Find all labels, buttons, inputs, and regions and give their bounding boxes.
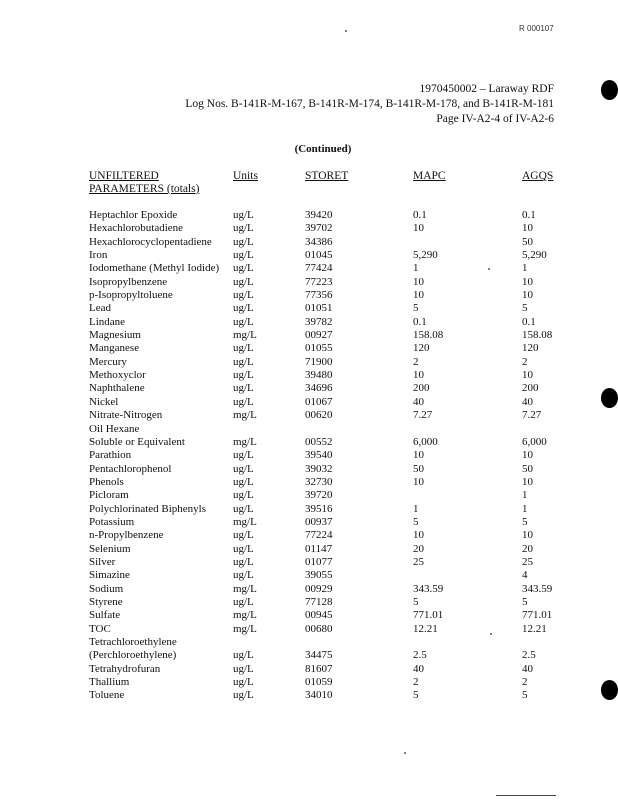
table-row bbox=[0, 463, 618, 476]
cell-param: Soluble or Equivalent bbox=[89, 435, 185, 448]
cell-storet: 01045 bbox=[305, 249, 333, 262]
cell-units: mg/L bbox=[233, 409, 257, 422]
parameter-table bbox=[0, 209, 618, 703]
cell-param: Picloram bbox=[89, 489, 129, 502]
cell-mapc: 7.27 bbox=[413, 409, 433, 422]
cell-agqs: 1 bbox=[522, 489, 528, 502]
cell-agqs: 5,290 bbox=[522, 249, 547, 262]
cell-param: Manganese bbox=[89, 342, 140, 355]
cell-storet: 34386 bbox=[305, 235, 333, 248]
cell-mapc: 10 bbox=[413, 475, 424, 488]
cell-mapc: 20 bbox=[413, 542, 424, 555]
table-row bbox=[0, 222, 618, 235]
cell-agqs: 200 bbox=[522, 382, 539, 395]
cell-agqs: 158.08 bbox=[522, 329, 553, 342]
cell-units: ug/L bbox=[233, 395, 254, 408]
table-row bbox=[0, 342, 618, 355]
cell-agqs: 0.1 bbox=[522, 315, 536, 328]
table-row bbox=[0, 236, 618, 249]
footer-rule bbox=[496, 795, 556, 796]
cell-param: Iron bbox=[89, 249, 108, 262]
cell-units: ug/L bbox=[233, 222, 254, 235]
cell-agqs: 40 bbox=[522, 662, 533, 675]
cell-storet: 77356 bbox=[305, 289, 333, 302]
table-row bbox=[0, 529, 618, 542]
cell-mapc: 2.5 bbox=[413, 649, 427, 662]
cell-param: n-Propylbenzene bbox=[89, 529, 164, 542]
cell-param: Sodium bbox=[89, 582, 124, 595]
cell-param: Iodomethane (Methyl Iodide) bbox=[89, 262, 220, 275]
table-row bbox=[0, 503, 618, 516]
cell-mapc: 1 bbox=[413, 262, 419, 275]
cell-agqs: 7.27 bbox=[522, 409, 542, 422]
cell-mapc: 10 bbox=[413, 529, 424, 542]
cell-mapc: 1 bbox=[413, 502, 419, 515]
cell-param: Styrene bbox=[89, 595, 123, 608]
cell-mapc: 5,290 bbox=[413, 249, 438, 262]
cell-mapc: 343.59 bbox=[413, 582, 444, 595]
cell-mapc: 10 bbox=[413, 275, 424, 288]
cell-param: Tetrachloroethylene bbox=[89, 636, 177, 648]
column-header-units: Units bbox=[233, 170, 258, 182]
scan-speck bbox=[404, 752, 406, 754]
cell-param: p-Isopropyltoluene bbox=[89, 289, 173, 302]
table-row bbox=[0, 316, 618, 329]
scan-speck bbox=[490, 633, 492, 635]
cell-units: ug/L bbox=[233, 689, 254, 702]
cell-units: mg/L bbox=[233, 435, 257, 448]
cell-agqs: 1 bbox=[522, 502, 528, 515]
cell-mapc: 40 bbox=[413, 395, 424, 408]
table-row bbox=[0, 649, 618, 662]
cell-units: ug/L bbox=[233, 462, 254, 475]
cell-storet: 39540 bbox=[305, 449, 333, 462]
cell-agqs: 5 bbox=[522, 515, 528, 528]
cell-mapc: 0.1 bbox=[413, 315, 427, 328]
cell-storet: 81607 bbox=[305, 662, 333, 675]
cell-param: Oil Hexane bbox=[89, 422, 140, 435]
table-row bbox=[0, 489, 618, 502]
table-row bbox=[0, 569, 618, 582]
table-row bbox=[0, 623, 618, 636]
cell-units: mg/L bbox=[233, 622, 257, 635]
cell-storet: 39720 bbox=[305, 489, 333, 502]
cell-mapc: 10 bbox=[413, 289, 424, 302]
table-row bbox=[0, 596, 618, 609]
cell-units: ug/L bbox=[233, 595, 254, 608]
cell-agqs: 1 bbox=[522, 262, 528, 275]
table-row bbox=[0, 516, 618, 529]
table-row bbox=[0, 249, 618, 262]
cell-mapc: 40 bbox=[413, 662, 424, 675]
table-row bbox=[0, 409, 618, 422]
cell-agqs: 0.1 bbox=[522, 209, 536, 221]
cell-units: ug/L bbox=[233, 649, 254, 662]
column-header-mapc: MAPC bbox=[413, 170, 446, 182]
cell-param: Thallium bbox=[89, 676, 130, 689]
cell-storet: 01051 bbox=[305, 302, 333, 315]
cell-mapc: 10 bbox=[413, 369, 424, 382]
cell-units: mg/L bbox=[233, 515, 257, 528]
cell-agqs: 10 bbox=[522, 222, 533, 235]
cell-param: Methoxyclor bbox=[89, 369, 146, 382]
cell-mapc: 120 bbox=[413, 342, 430, 355]
table-row bbox=[0, 583, 618, 596]
table-row bbox=[0, 636, 618, 649]
cell-units: ug/L bbox=[233, 555, 254, 568]
cell-units: ug/L bbox=[233, 235, 254, 248]
continued-label: (Continued) bbox=[294, 143, 352, 155]
cell-units: ug/L bbox=[233, 382, 254, 395]
cell-storet: 39516 bbox=[305, 502, 333, 515]
cell-agqs: 6,000 bbox=[522, 435, 547, 448]
cell-agqs: 10 bbox=[522, 369, 533, 382]
cell-agqs: 40 bbox=[522, 395, 533, 408]
cell-storet: 39480 bbox=[305, 369, 333, 382]
cell-units: ug/L bbox=[233, 542, 254, 555]
bates-stamp: R 000107 bbox=[519, 24, 554, 33]
table-row bbox=[0, 276, 618, 289]
cell-param: Silver bbox=[89, 555, 116, 568]
cell-units: ug/L bbox=[233, 449, 254, 462]
cell-storet: 00937 bbox=[305, 515, 333, 528]
cell-units: ug/L bbox=[233, 489, 254, 502]
cell-storet: 01059 bbox=[305, 676, 333, 689]
table-row bbox=[0, 369, 618, 382]
cell-storet: 00945 bbox=[305, 609, 333, 622]
cell-param: Selenium bbox=[89, 542, 131, 555]
table-row bbox=[0, 302, 618, 315]
cell-param: Nickel bbox=[89, 395, 119, 408]
table-row bbox=[0, 436, 618, 449]
cell-param: Toluene bbox=[89, 689, 125, 702]
table-row bbox=[0, 676, 618, 689]
cell-storet: 01067 bbox=[305, 395, 333, 408]
cell-units: ug/L bbox=[233, 342, 254, 355]
cell-param: Parathion bbox=[89, 449, 132, 462]
header-page-number: Page IV-A2-4 of IV-A2-6 bbox=[436, 113, 554, 125]
header-log-numbers: Log Nos. B-141R-M-167, B-141R-M-174, B-141R-M-178, and B-141R-M-181 bbox=[185, 98, 554, 110]
cell-units: ug/L bbox=[233, 475, 254, 488]
scan-speck bbox=[345, 30, 347, 32]
cell-units: mg/L bbox=[233, 329, 257, 342]
table-row bbox=[0, 356, 618, 369]
table-row bbox=[0, 663, 618, 676]
cell-storet: 39702 bbox=[305, 222, 333, 235]
cell-agqs: 50 bbox=[522, 235, 533, 248]
table-row bbox=[0, 382, 618, 395]
cell-units: ug/L bbox=[233, 369, 254, 382]
cell-storet: 01055 bbox=[305, 342, 333, 355]
cell-param: Hexachlorobutadiene bbox=[89, 222, 184, 235]
cell-mapc: 5 bbox=[413, 302, 419, 315]
cell-mapc: 6,000 bbox=[413, 435, 438, 448]
cell-units: ug/L bbox=[233, 315, 254, 328]
cell-storet: 01147 bbox=[305, 542, 333, 555]
cell-param: Polychlorinated Biphenyls bbox=[89, 502, 207, 515]
cell-param: TOC bbox=[89, 622, 111, 635]
table-row bbox=[0, 556, 618, 569]
cell-storet: 00927 bbox=[305, 329, 333, 342]
cell-param: Lead bbox=[89, 302, 111, 315]
cell-storet: 39032 bbox=[305, 462, 333, 475]
cell-units: mg/L bbox=[233, 582, 257, 595]
table-row bbox=[0, 209, 618, 222]
cell-mapc: 25 bbox=[413, 555, 424, 568]
table-row bbox=[0, 396, 618, 409]
cell-units: ug/L bbox=[233, 662, 254, 675]
table-row bbox=[0, 423, 618, 436]
table-row bbox=[0, 543, 618, 556]
cell-storet: 77224 bbox=[305, 529, 333, 542]
cell-param: Nitrate-Nitrogen bbox=[89, 409, 163, 422]
cell-storet: 71900 bbox=[305, 355, 333, 368]
punch-hole-mark bbox=[601, 80, 618, 100]
cell-units: ug/L bbox=[233, 569, 254, 582]
cell-units: ug/L bbox=[233, 249, 254, 262]
cell-storet: 00620 bbox=[305, 409, 333, 422]
cell-param: Mercury bbox=[89, 355, 127, 368]
table-row bbox=[0, 476, 618, 489]
column-header-agqs: AGQS bbox=[522, 170, 554, 182]
table-row bbox=[0, 449, 618, 462]
cell-agqs: 12.21 bbox=[522, 622, 547, 635]
cell-mapc: 771.01 bbox=[413, 609, 444, 622]
cell-agqs: 343.59 bbox=[522, 582, 553, 595]
cell-param: Potassium bbox=[89, 515, 135, 528]
cell-agqs: 2 bbox=[522, 676, 528, 689]
cell-param: Pentachlorophenol bbox=[89, 462, 172, 475]
cell-agqs: 5 bbox=[522, 302, 528, 315]
cell-storet: 34010 bbox=[305, 689, 333, 702]
cell-units: ug/L bbox=[233, 262, 254, 275]
cell-units: ug/L bbox=[233, 302, 254, 315]
cell-mapc: 12.21 bbox=[413, 622, 438, 635]
cell-agqs: 10 bbox=[522, 449, 533, 462]
scan-speck bbox=[488, 268, 490, 270]
cell-agqs: 771.01 bbox=[522, 609, 553, 622]
cell-storet: 77424 bbox=[305, 262, 333, 275]
cell-units: ug/L bbox=[233, 355, 254, 368]
cell-storet: 77223 bbox=[305, 275, 333, 288]
cell-mapc: 2 bbox=[413, 355, 419, 368]
column-header-parameters: UNFILTERED PARAMETERS (totals) bbox=[89, 170, 200, 195]
cell-param: Isopropylbenzene bbox=[89, 275, 168, 288]
cell-param: Tetrahydrofuran bbox=[89, 662, 161, 675]
cell-storet: 39782 bbox=[305, 315, 333, 328]
cell-storet: 39420 bbox=[305, 209, 333, 221]
cell-units: mg/L bbox=[233, 609, 257, 622]
cell-mapc: 2 bbox=[413, 676, 419, 689]
cell-mapc: 5 bbox=[413, 689, 419, 702]
cell-units: ug/L bbox=[233, 209, 254, 221]
cell-units: ug/L bbox=[233, 502, 254, 515]
cell-storet: 32730 bbox=[305, 475, 333, 488]
cell-mapc: 5 bbox=[413, 515, 419, 528]
cell-agqs: 20 bbox=[522, 542, 533, 555]
cell-param: Heptachlor Epoxide bbox=[89, 209, 178, 221]
cell-agqs: 10 bbox=[522, 529, 533, 542]
cell-mapc: 5 bbox=[413, 595, 419, 608]
cell-agqs: 50 bbox=[522, 462, 533, 475]
cell-param: Phenols bbox=[89, 475, 124, 488]
cell-mapc: 200 bbox=[413, 382, 430, 395]
table-row bbox=[0, 289, 618, 302]
cell-units: ug/L bbox=[233, 289, 254, 302]
cell-units: ug/L bbox=[233, 275, 254, 288]
cell-mapc: 10 bbox=[413, 449, 424, 462]
cell-agqs: 120 bbox=[522, 342, 539, 355]
header-facility: 1970450002 – Laraway RDF bbox=[419, 83, 554, 95]
cell-agqs: 10 bbox=[522, 289, 533, 302]
cell-param: Sulfate bbox=[89, 609, 121, 622]
cell-agqs: 25 bbox=[522, 555, 533, 568]
cell-mapc: 10 bbox=[413, 222, 424, 235]
cell-agqs: 10 bbox=[522, 475, 533, 488]
cell-units: ug/L bbox=[233, 529, 254, 542]
cell-param: (Perchloroethylene) bbox=[89, 649, 177, 662]
table-row bbox=[0, 262, 618, 275]
cell-agqs: 10 bbox=[522, 275, 533, 288]
cell-param: Naphthalene bbox=[89, 382, 145, 395]
cell-agqs: 5 bbox=[522, 689, 528, 702]
cell-mapc: 158.08 bbox=[413, 329, 444, 342]
cell-storet: 01077 bbox=[305, 555, 333, 568]
cell-units: ug/L bbox=[233, 676, 254, 689]
cell-mapc: 0.1 bbox=[413, 209, 427, 221]
cell-storet: 00680 bbox=[305, 622, 333, 635]
cell-param: Magnesium bbox=[89, 329, 141, 342]
cell-mapc: 50 bbox=[413, 462, 424, 475]
cell-storet: 00929 bbox=[305, 582, 333, 595]
cell-storet: 34696 bbox=[305, 382, 333, 395]
cell-agqs: 5 bbox=[522, 595, 528, 608]
cell-storet: 00552 bbox=[305, 435, 333, 448]
cell-storet: 77128 bbox=[305, 595, 333, 608]
cell-storet: 39055 bbox=[305, 569, 333, 582]
cell-agqs: 2.5 bbox=[522, 649, 536, 662]
cell-param: Hexachlorocyclopentadiene bbox=[89, 235, 212, 248]
table-row bbox=[0, 689, 618, 702]
table-row bbox=[0, 609, 618, 622]
cell-agqs: 4 bbox=[522, 569, 528, 582]
table-row bbox=[0, 329, 618, 342]
cell-param: Lindane bbox=[89, 315, 126, 328]
cell-storet: 34475 bbox=[305, 649, 333, 662]
column-header-storet: STORET bbox=[305, 170, 349, 182]
cell-param: Simazine bbox=[89, 569, 130, 582]
cell-agqs: 2 bbox=[522, 355, 528, 368]
